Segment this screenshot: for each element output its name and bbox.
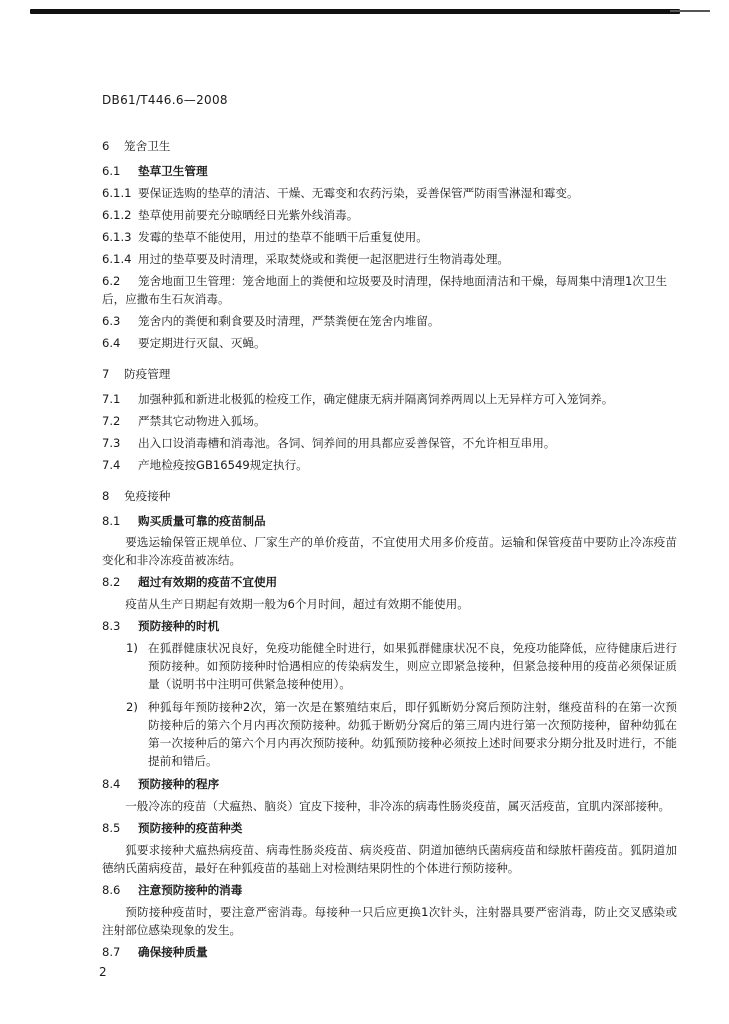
- clause-7-3: 7.3 出入口设消毒槽和消毒池。各饲、饲养间的用具都应妥善保管，不允许相互串用。: [102, 435, 556, 450]
- clause-8-6-text: 预防接种疫苗时，要注意严密消毒。每接种一只后应更换1次针头，注射器具要严密消毒，防止交叉感染或注射部位感染现象的发生。: [102, 904, 677, 937]
- clause-8-3-list-item-1: 1) 在狐群健康状况良好，免疫功能健全时进行，如果狐群健康状况不良，免疫功能降低，应待健康后进行预防接种。如预防接种时恰遇相应的传染病发生，则应立即紧急接种，但紧急接种用的疫苗必须保证质量（说明书中注明可供紧急接种使用）。: [126, 641, 677, 692]
- clause-8-5-text: 狐要求接种犬瘟热病疫苗、病毒性肠炎疫苗、病炎疫苗、阴道加德纳氏菌病疫苗和绿脓杆菌疫苗。狐阴道加德纳氏菌病疫苗，最好在种狐疫苗的基础上对检测结果阴性的个体进行预防接种。: [102, 843, 677, 875]
- clause-8-7: 8.7 确保接种质量: [102, 944, 208, 959]
- clause-8-3-list-item-2: 2) 种狐每年预防接种2次，第一次是在繁殖结束后，即仔狐断奶分窝后预防注射，继疫苗科的在第一次预防接种后的第六个月内再次预防接种。幼狐于断奶分窝后的第三周内进行第一次预防接种，留种幼狐在第一次接种后的第六个月内再次预防接种。幼狐预防接种必须按上述时间要求分期分批及时进行，不能提前和错后。: [126, 700, 677, 769]
- clause-6-1-2: 6.1.2 垫草使用前要充分晾晒经日光紫外线消毒。: [102, 207, 359, 222]
- clause-6-3: 6.3 笼舍内的粪便和剩食要及时清理，严禁粪便在笼舍内堆留。: [102, 313, 440, 328]
- clause-7-2: 7.2 严禁其它动物进入狐场。: [102, 413, 266, 428]
- clause-8-3: 8.3 预防接种的时机: [102, 619, 220, 634]
- page-number: 2: [99, 965, 107, 979]
- section-8-heading: 8 免疫接种: [102, 488, 171, 503]
- clause-8-4: 8.4 预防接种的程序: [102, 777, 220, 792]
- clause-8-1: 8.1 购买质量可靠的疫苗制品: [102, 513, 266, 528]
- clause-6-1-1: 6.1.1 要保证选购的垫草的清洁、干燥、无霉变和农药污染，妥善保管严防雨雪淋湿和霉变。: [102, 185, 579, 200]
- clause-7-4: 7.4 产地检疫按GB16549规定执行。: [102, 457, 308, 472]
- clause-8-1-text: 要选运输保管正规单位、厂家生产的单价疫苗，不宜使用犬用多价疫苗。运输和保管疫苗中要防止冷冻疫苗变化和非冷冻疫苗被冻结。: [102, 535, 677, 568]
- clause-8-4-text: 一般冷冻的疫苗（犬瘟热、脑炎）宜皮下接种，非冷冻的病毒性肠炎疫苗，属灭活疫苗，宜肌内深部接种。: [125, 799, 671, 814]
- clause-7-1: 7.1 加强种狐和新进北极狐的检疫工作，确定健康无病并隔离饲养两周以上无异样方可入笼饲养。: [102, 391, 614, 406]
- clause-8-2: 8.2 超过有效期的疫苗不宜使用: [102, 575, 278, 590]
- clause-6-1-3: 6.1.3 发霉的垫草不能使用，用过的垫草不能晒干后重复使用。: [102, 229, 428, 244]
- section-7-heading: 7 防疫管理: [102, 366, 171, 381]
- clause-6-2: 6.2 笼舍地面卫生管理：笼舍地面上的粪便和垃圾要及时清理，保持地面清洁和干燥，每周集中清理1次卫生后，应撒布生石灰消毒。: [102, 273, 668, 306]
- header-rule-tail: [670, 10, 710, 12]
- clause-6-4: 6.4 要定期进行灭鼠、灭蝇。: [102, 335, 266, 350]
- section-6-heading: 6 笼舍卫生: [102, 139, 171, 153]
- clause-8-6: 8.6 注意预防接种的消毒: [102, 882, 243, 897]
- clause-6-1: 6.1 垫草卫生管理: [102, 163, 208, 178]
- document-body: [102, 138, 677, 966]
- clause-8-5: 8.5 预防接种的疫苗种类: [102, 821, 243, 836]
- clause-8-2-text: 疫苗从生产日期起有效期一般为6个月时间，超过有效期不能使用。: [125, 597, 469, 612]
- header-rule: [30, 9, 680, 14]
- clause-6-1-4: 6.1.4 用过的垫草要及时清理，采取焚烧或和粪便一起沤肥进行生物消毒处理。: [102, 251, 510, 266]
- document-code: DB61/T446.6—2008: [102, 93, 228, 107]
